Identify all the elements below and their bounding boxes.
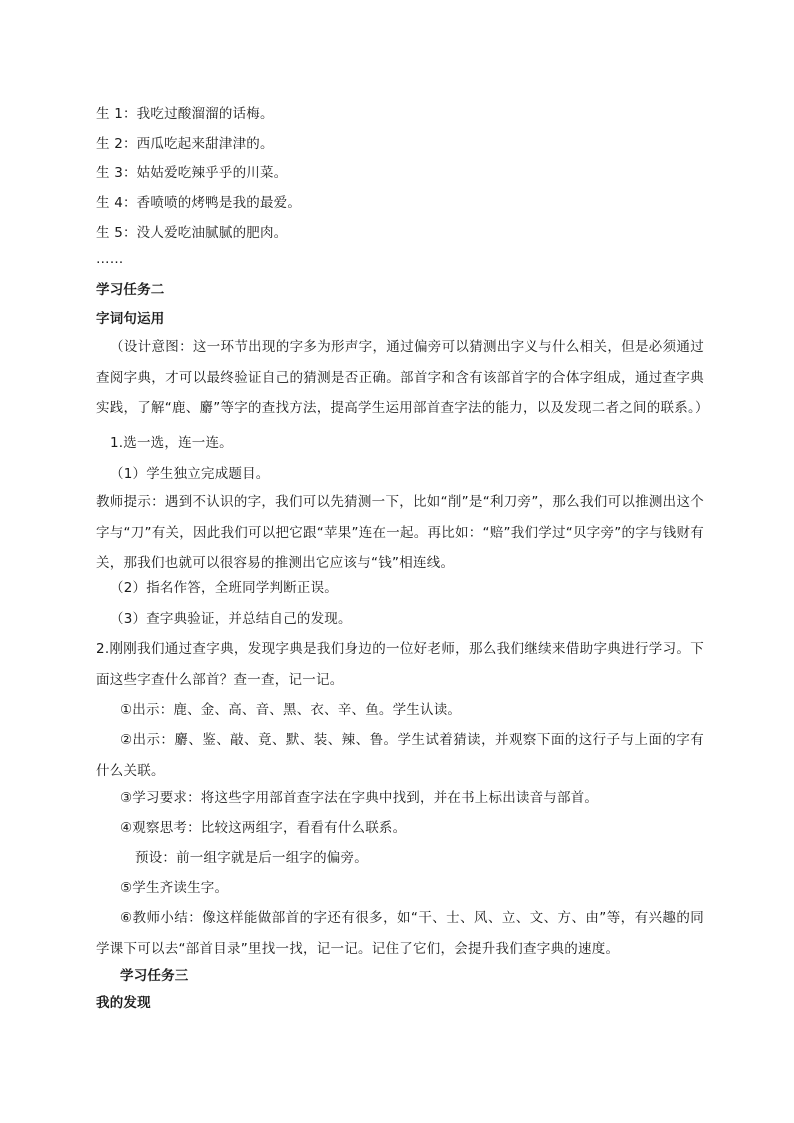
dialogue-line-2: 生 2：西瓜吃起来甜津津的。 [96,136,274,152]
item1-step2: （2）指名作答，全班同学判断正误。 [110,580,338,596]
dialogue-line-5: 生 5：没人爱吃油腻腻的肥肉。 [96,225,288,241]
dialogue-line-4: 生 4：香喷喷的烤鸭是我的最爱。 [96,195,302,211]
sub-item-5: ⑤学生齐读生字。 [120,880,229,896]
task3-subheading: 我的发现 [96,995,151,1011]
task2-heading: 学习任务二 [96,282,165,298]
item1-step1: （1）学生独立完成题目。 [110,466,270,482]
dialogue-line-3: 生 3：姑姑爱吃辣乎乎的川菜。 [96,165,288,181]
task2-subheading: 字词句运用 [96,311,165,327]
ellipsis: …… [96,251,124,267]
sub-item-2: ②出示：麝、鉴、敲、竟、默、装、辣、鲁。学生试着猜读，并观察下面的这行子与上面的字有什么关联。 [96,732,704,779]
teacher-hint-paragraph: 教师提示：遇到不认识的字，我们可以先猜测一下，比如“削”是“利刀旁”，那么我们可以推测出这个字与“刀”有关，因此我们可以把它跟“苹果”连在一起。再比如：“赔”我们学过“贝字旁”的字与钱财有关，那我们也就可以很容易的推测出它应该与“钱”相连线。 [96,494,704,571]
item1-step3: （3）查字典验证，并总结自己的发现。 [110,611,352,627]
sub-item-1: ①出示：鹿、金、高、音、黑、衣、辛、鱼。学生认读。 [120,702,462,718]
sub-item-6: ⑥教师小结：像这样能做部首的字还有很多，如“干、士、风、立、文、方、由”等，有兴趣的同学课下可以去“部首目录”里找一找，记一记。记住了它们，会提升我们查字典的速度。 [96,910,704,957]
sub-item-3: ③学习要求：将这些字用部首查字法在字典中找到，并在书上标出读音与部首。 [120,790,599,806]
dialogue-line-1: 生 1：我吃过酸溜溜的话梅。 [96,106,274,122]
design-intent-paragraph: （设计意图：这一环节出现的字多为形声字，通过偏旁可以猜测出字义与什么相关，但是必须通过查阅字典，才可以最终验证自己的猜测是否正确。部首字和含有该部首字的合体字组成，通过查字典实践，了解“鹿、麝”等字的查找方法，提高学生运用部首查字法的能力，以及发现二者之间的联系。） [96,339,709,416]
sub-item-4: ④观察思考：比较这两组字，看看有什么联系。 [120,820,407,836]
item2-title-paragraph: 2.刚刚我们通过查字典，发现字典是我们身边的一位好老师，那么我们继续来借助字典进行学习。下面这些字查什么部首？查一查，记一记。 [96,641,704,688]
item1-title: 1.选一选，连一连。 [110,435,233,451]
task3-heading: 学习任务三 [120,968,189,984]
presume-line: 预设：前一组字就是后一组字的偏旁。 [135,850,368,866]
